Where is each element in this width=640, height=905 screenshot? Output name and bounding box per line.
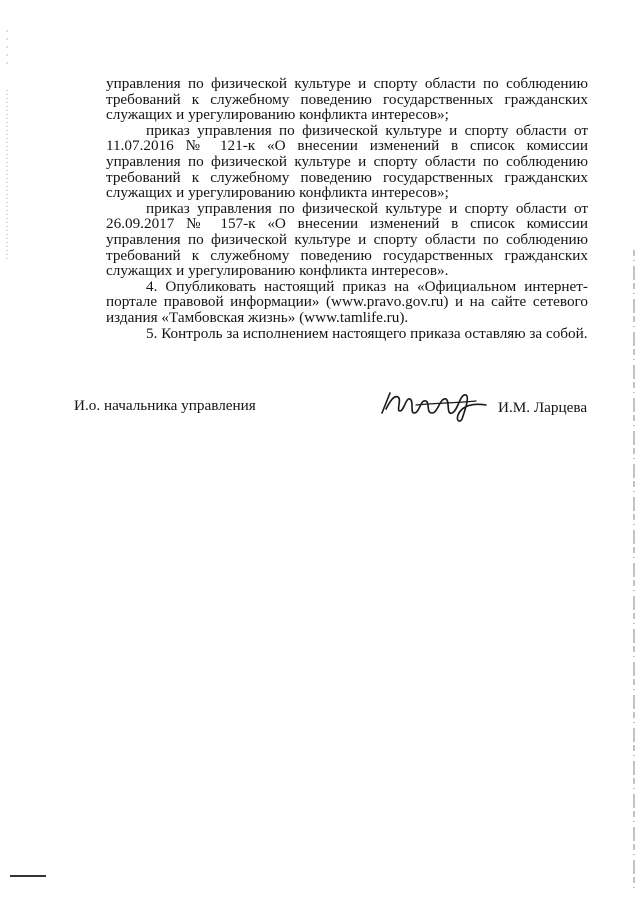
- scan-edge-right: [630, 250, 638, 890]
- scan-artifact-bottom: [10, 875, 46, 877]
- paragraph-order-121k: приказ управления по физической культуре и спорту области от 11.07.2016 № 121-к «О внесении изменений в список комиссии управления по физической культуре и спорту области по соблюдению требований к служебному поведению государственных гражданских служащих и урегулированию конфликта интересов»;: [106, 121, 588, 202]
- document-body: [106, 76, 588, 341]
- paragraph-item-5: 5. Контроль за исполнением настоящего приказа оставляю за собой.: [146, 324, 588, 342]
- scan-edge-left: [4, 30, 10, 260]
- signer-name: И.М. Ларцева: [498, 399, 588, 416]
- signer-title: И.о. начальника управления: [74, 397, 256, 414]
- paragraph-item-4: 4. Опубликовать настоящий приказ на «Официальном интернет-портале правовой информации» (www.pravo.gov.ru) и на сайте сетевого издания «Тамбовская жизнь» (www.tamlife.ru).: [106, 277, 588, 326]
- paragraph-order-157k: приказ управления по физической культуре и спорту области от 26.09.2017 № 157-к «О внесении изменений в список комиссии управления по физической культуре и спорту области по соблюдению требований к служебному поведению государственных гражданских служащих и урегулированию конфликта интересов».: [106, 199, 588, 280]
- handwritten-signature: [376, 383, 492, 425]
- paragraph-continuation: управления по физической культуре и спорту области по соблюдению требований к служебному поведению государственных гражданских служащих и урегулированию конфликта интересов»;: [106, 75, 588, 124]
